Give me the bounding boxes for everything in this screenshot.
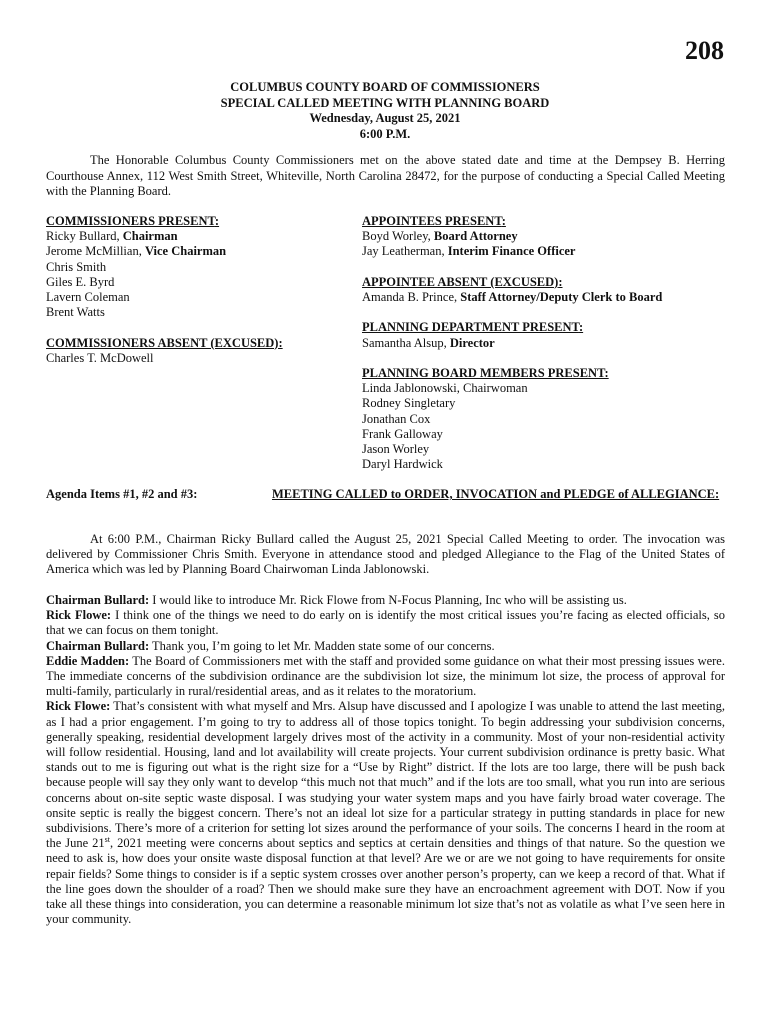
- attendee: Jonathan Cox: [362, 411, 431, 426]
- attendee: Brent Watts: [46, 305, 105, 320]
- call-to-order-paragraph: At 6:00 P.M., Chairman Ricky Bullard called the August 25, 2021 Special Called Meeting to order. The invocation was delivered by Commissioner Chris Smith. Everyone in attendance stood and pledged Allegiance to the Flag of the United States of America which was led by Planning Board Chairwoman Linda Jablonowski.: [46, 532, 725, 577]
- speaker-name: Chairman Bullard:: [46, 638, 150, 653]
- dialogue-text: The Board of Commissioners met with the staff and provided some guidance on what their most pressing issues were. The immediate concerns of the subdivision ordinance are the subdivision lot size, the minimum lot size, the process of approval for multi-family, particularly in rural/residential areas, and as it relates to the moratorium.: [46, 653, 725, 699]
- appointees-present-heading: APPOINTEES PRESENT:: [362, 214, 506, 228]
- attendee: Ricky Bullard, Chairman: [46, 229, 178, 244]
- attendee: Giles E. Byrd: [46, 274, 115, 289]
- header-line-2: SPECIAL CALLED MEETING WITH PLANNING BOARD: [220, 95, 550, 110]
- commissioners-present-heading: COMMISSIONERS PRESENT:: [46, 214, 220, 228]
- speaker-name: Eddie Madden:: [46, 653, 130, 668]
- attendee: Frank Galloway: [362, 426, 443, 441]
- dialogue-entry: [46, 593, 725, 608]
- dialogue-text-continued: , 2021 meeting were concerns about septics and septics at certain densities and things of that nature. So the question we need to ask is, how does your onsite waste disposal function at that level? Are we or are we not going to have requirements for onsite repair fields? Some things to consider is if a septic system crosses over another person’s property, can we keep a record of that. What if the line goes down the shoulder of a road? Then we should make sure they have an encroachment agreement with DOT. Now if you take all these things into consideration, you can determine a reasonable minimum lot size that’s not as volatile as what I’ve seen here in your community.: [46, 836, 725, 927]
- attendee: Jerome McMillian, Vice Chairman: [46, 244, 227, 259]
- dialogue-text: I would like to introduce Mr. Rick Flowe from N-Focus Planning, Inc who will be assisting us.: [149, 593, 627, 607]
- speaker-name: Rick Flowe:: [46, 608, 112, 623]
- attendee: Jay Leatherman, Interim Finance Officer: [362, 244, 576, 259]
- planning-department-heading: PLANNING DEPARTMENT PRESENT:: [362, 320, 584, 335]
- agenda-title: MEETING CALLED to ORDER, INVOCATION and PLEDGE of ALLEGIANCE:: [272, 487, 720, 501]
- attendee: Linda Jablonowski, Chairwoman: [362, 381, 528, 396]
- dialogue-entry: [46, 699, 725, 927]
- attendee: Daryl Hardwick: [362, 457, 443, 472]
- dialogue-text: That’s consistent with what myself and Mrs. Alsup have discussed and I apologize I was unable to attend the last meeting, as I had a prior engagement. I’m going to try to address all of those topics tonight. To begin addressing your subdivision concerns, generally speaking, residential development largely drives most of the activity in a community. Most of your non-residential activity will follow residential. Housing, land and lot availability will create projects. Your current subdivision ordinance is pretty basic. What stands out to me is figuring out what is the right size for a “Use by Right” district. If the lots are too large, there will be push back because people will say they only want to develop “this much not that much” and if the lots are too small, what you run into are serious concerns about on-site septic waste disposal. I was studying your water system maps and you have fairly broad water coverage. The onsite septic is really the biggest concern. There’s not an ideal lot size for a particular strategy in putting standards in place for new subdivisions. There’s more of a criterion for setting lot sizes around the performance of your soils. The concerns I heard in the room at the June 21: [46, 699, 725, 851]
- attendee: Jason Worley: [362, 442, 430, 456]
- attendee: Charles T. McDowell: [46, 350, 154, 365]
- document-header: [0, 80, 770, 142]
- dialogue-text: I think one of the things we need to do early on is identify the most critical issues you’re facing as elected officials, so that we can focus on them tonight.: [46, 608, 725, 638]
- intro-paragraph: The Honorable Columbus County Commissioners met on the above stated date and time at the Dempsey B. Herring Courthouse Annex, 112 West Smith Street, Whiteville, North Carolina 28472, for the purpose of conducting a Special Called Meeting with the Planning Board.: [46, 153, 725, 198]
- header-line-4: 6:00 P.M.: [359, 126, 411, 141]
- attendee: Amanda B. Prince, Staff Attorney/Deputy Clerk to Board: [362, 290, 663, 304]
- attendee: Chris Smith: [46, 259, 107, 274]
- speaker-name: Rick Flowe:: [46, 699, 111, 714]
- attendee: Boyd Worley, Board Attorney: [362, 229, 518, 244]
- dialogue-entry: [46, 654, 725, 700]
- attendance-left-column: [46, 214, 336, 366]
- dialogue-entry: [46, 608, 725, 638]
- ordinal-suffix: st: [104, 835, 111, 845]
- dialogue-entry: [46, 639, 725, 654]
- planning-board-heading: PLANNING BOARD MEMBERS PRESENT:: [362, 365, 609, 380]
- header-line-3: Wednesday, August 25, 2021: [309, 111, 461, 125]
- attendee: Rodney Singletary: [362, 396, 456, 411]
- meeting-dialogue: [46, 593, 725, 927]
- agenda-label: Agenda Items #1, #2 and #3:: [46, 487, 198, 501]
- speaker-name: Chairman Bullard:: [46, 593, 150, 607]
- attendee: Lavern Coleman: [46, 290, 130, 305]
- header-line-1: COLUMBUS COUNTY BOARD OF COMMISSIONERS: [230, 80, 540, 94]
- attendance-right-column: [362, 214, 732, 472]
- dialogue-text: Thank you, I’m going to let Mr. Madden state some of our concerns.: [149, 638, 495, 653]
- appointee-absent-heading: APPOINTEE ABSENT (EXCUSED):: [362, 274, 563, 289]
- page-number: 208: [685, 36, 724, 65]
- commissioners-absent-heading: COMMISSIONERS ABSENT (EXCUSED):: [46, 335, 283, 350]
- attendee: Samantha Alsup, Director: [362, 335, 495, 350]
